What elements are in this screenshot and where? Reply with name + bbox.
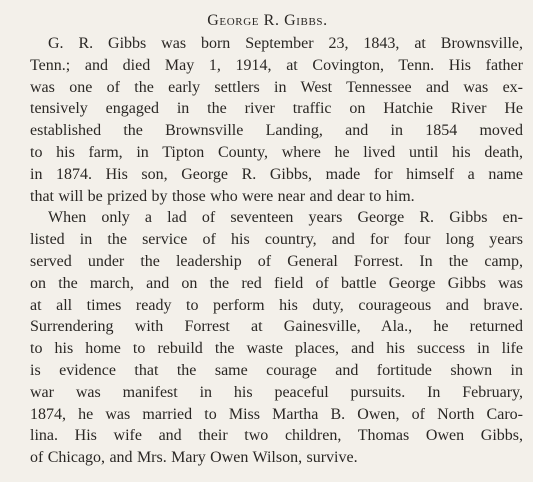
text-line: on the march, and on the red field of battle George Gibbs was bbox=[30, 274, 523, 292]
text-line: When only a lad of seventeen years George R. Gibbs en- bbox=[48, 209, 523, 227]
paragraph-1 bbox=[12, 33, 523, 207]
text-line: to his home to rebuild the waste places, and his success in life bbox=[30, 340, 523, 358]
text-line: lina. His wife and their two children, Thomas Owen Gibbs, bbox=[30, 427, 523, 445]
text-line: is evidence that the same courage and fortitude shown in bbox=[30, 361, 523, 379]
text-line: that will be prized by those who were near and dear to him. bbox=[30, 187, 415, 205]
text-line: was one of the early settlers in West Tennessee and was ex- bbox=[30, 78, 523, 96]
page-title: George R. Gibbs. bbox=[207, 12, 328, 29]
text-line: listed in the service of his country, and for four long years bbox=[30, 231, 523, 249]
text-line: established the Brownsville Landing, and in 1854 moved bbox=[30, 122, 523, 140]
text-line: 1874, he was married to Miss Martha B. Owen, of North Caro- bbox=[30, 405, 523, 423]
paragraph-2 bbox=[12, 207, 523, 469]
text-line: at all times ready to perform his duty, courageous and brave. bbox=[30, 296, 523, 314]
text-line: served under the leadership of General Forrest. In the camp, bbox=[30, 252, 523, 270]
text-line: G. R. Gibbs was born September 23, 1843, at Brownsville, bbox=[48, 35, 523, 52]
text-line: of Chicago, and Mrs. Mary Owen Wilson, survive. bbox=[30, 449, 358, 467]
text-line: war was manifest in his peaceful pursuits. In February, bbox=[30, 383, 523, 401]
text-line: to his farm, in Tipton County, where he lived until his death, bbox=[30, 143, 523, 161]
text-line: in 1874. His son, George R. Gibbs, made for himself a name bbox=[30, 165, 523, 183]
text-line: Surrendering with Forrest at Gainesville, Ala., he returned bbox=[30, 318, 523, 336]
text-line: tensively engaged in the river traffic on Hatchie River He bbox=[30, 100, 523, 118]
text-line: Tenn.; and died May 1, 1914, at Covington, Tenn. His father bbox=[30, 56, 523, 74]
